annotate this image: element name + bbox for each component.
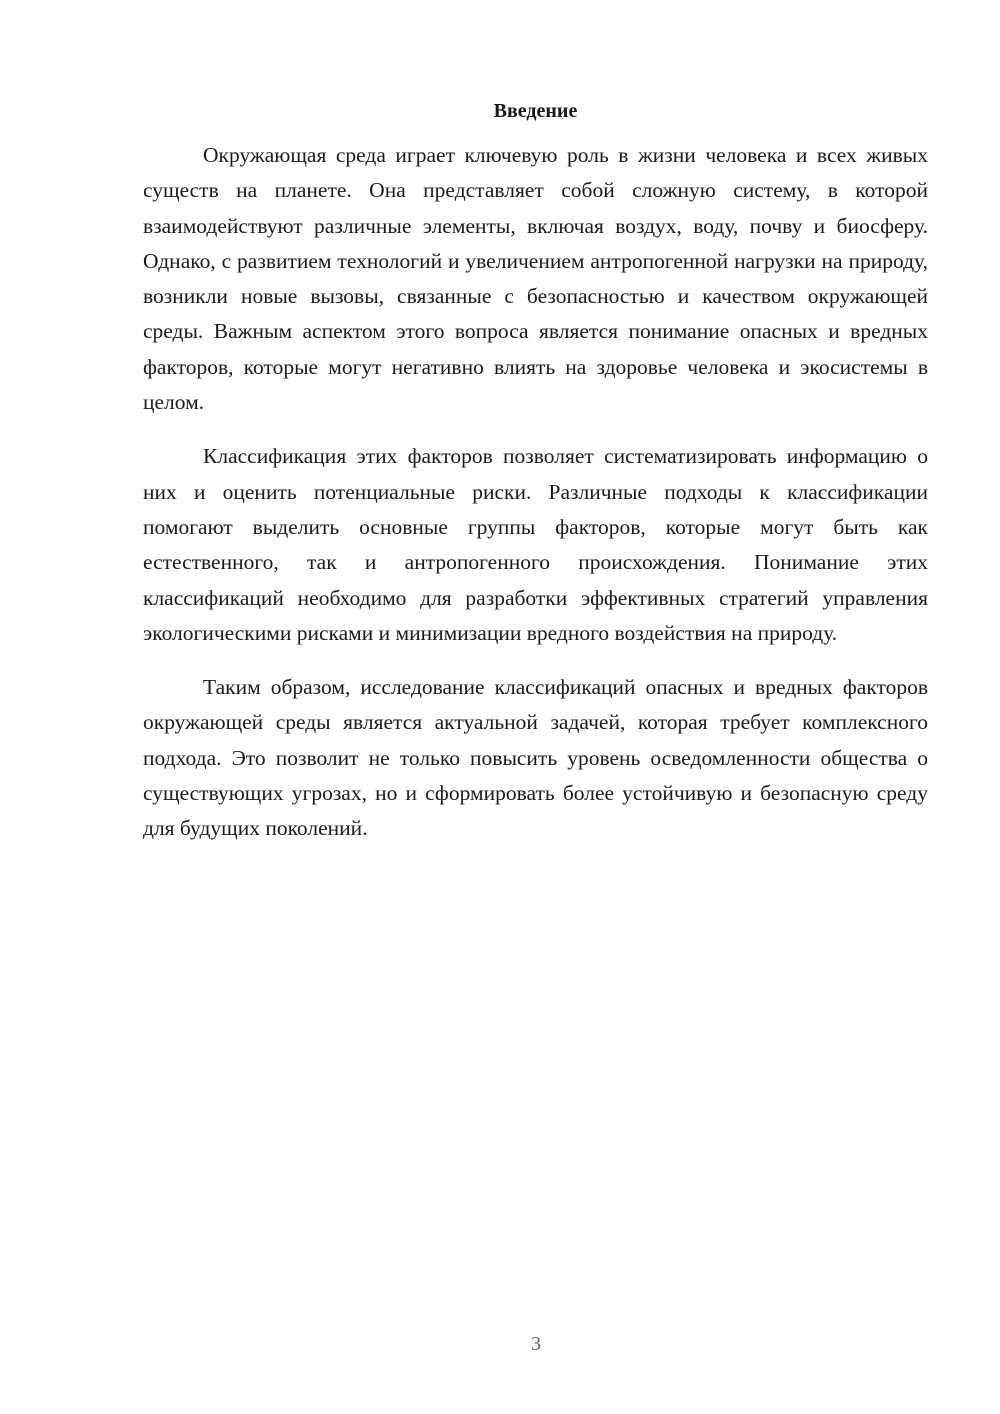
- paragraph-3: Таким образом, исследование классификаций опасных и вредных факторов окружающей среды является актуальной задачей, которая требует комплексного подхода. Это позволит не только повысить уровень осведомленности общества о существующих угрозах, но и сформировать более устойчивую и безопасную среду для будущих поколений.: [143, 675, 928, 841]
- page-number: 3: [531, 1333, 541, 1355]
- page-title: Введение: [493, 100, 578, 122]
- paragraph-2: Классификация этих факторов позволяет систематизировать информацию о них и оценить потенциальные риски. Различные подходы к классификации помогают выделить основные группы факторов, которые могут быть как естественного, так и антропогенного происхождения. Понимание этих классификаций необходимо для разработки эффективных стратегий управления экологическими рисками и минимизации вредного воздействия на природу.: [143, 444, 928, 645]
- paragraph-1: Окружающая среда играет ключевую роль в жизни человека и всех живых существ на планете. Она представляет собой сложную систему, в которой взаимодействуют различные элементы, включая воздух, воду, почву и биосферу. Однако, с развитием технологий и увеличением антропогенной нагрузки на природу, возникли новые вызовы, связанные с безопасностью и качеством окружающей среды. Важным аспектом этого вопроса является понимание опасных и вредных факторов, которые могут негативно влиять на здоровье человека и экосистемы в целом.: [143, 143, 928, 415]
- page-content: [143, 97, 928, 847]
